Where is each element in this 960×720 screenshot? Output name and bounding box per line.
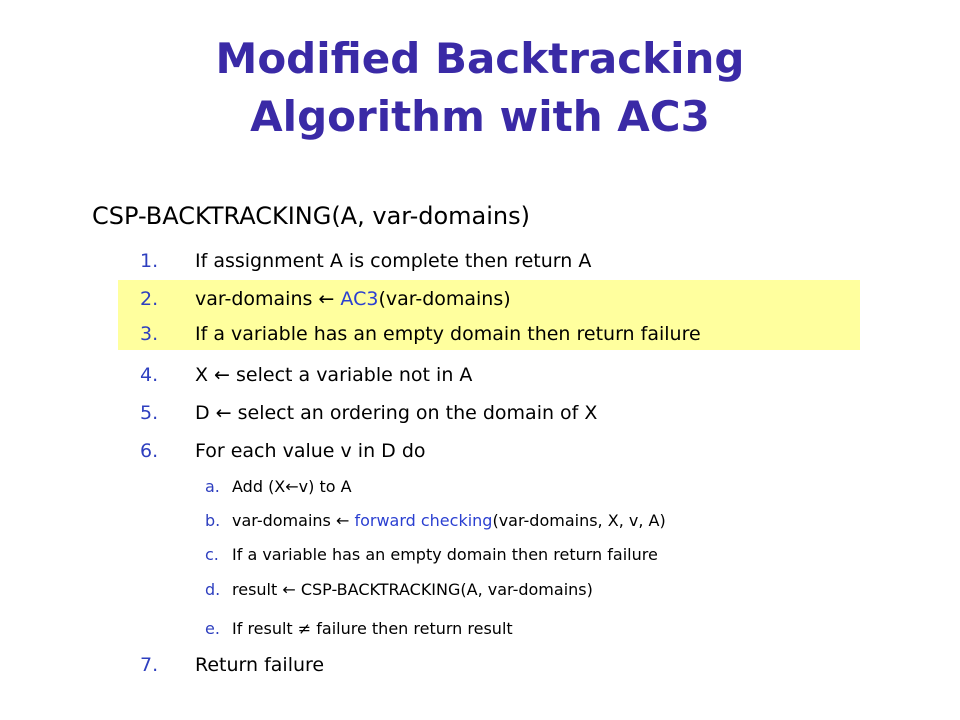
step-text: X ← select a variable not in A xyxy=(195,364,473,386)
step-text: If assignment A is complete then return A xyxy=(195,250,592,272)
step-text: D ← select an ordering on the domain of X xyxy=(195,402,598,424)
step-number: 4. xyxy=(140,364,159,386)
step-text-post: (var-domains) xyxy=(378,288,511,310)
substep-letter: d. xyxy=(205,580,221,599)
substep-text xyxy=(232,510,666,532)
ac3-function-name: AC3 xyxy=(340,288,379,310)
step-number: 1. xyxy=(140,250,159,272)
substep-text: If a variable has an empty domain then return failure xyxy=(232,545,658,564)
step-text xyxy=(195,287,511,311)
substep-text: Add (X←v) to A xyxy=(232,477,352,496)
step-text: If a variable has an empty domain then return failure xyxy=(195,323,701,345)
substep-letter: e. xyxy=(205,619,220,638)
substep-text-post: (var-domains, X, v, A) xyxy=(492,511,666,530)
step-number: 7. xyxy=(140,654,159,676)
forward-checking-function-name: forward checking xyxy=(354,511,493,530)
function-heading: CSP-BACKTRACKING(A, var-domains) xyxy=(92,202,531,230)
step-number: 6. xyxy=(140,440,159,462)
title-line-1: Modified Backtracking xyxy=(215,34,745,83)
substep-text: If result ≠ failure then return result xyxy=(232,619,513,638)
substep-letter: b. xyxy=(205,511,221,530)
step-text: For each value v in D do xyxy=(195,440,426,462)
title-line-2: Algorithm with AC3 xyxy=(250,92,710,141)
step-number: 3. xyxy=(140,323,159,345)
slide-title xyxy=(0,30,960,146)
substep-text: result ← CSP-BACKTRACKING(A, var-domains) xyxy=(232,580,593,599)
substep-letter: a. xyxy=(205,477,220,496)
step-number: 5. xyxy=(140,402,159,424)
substep-text-pre: var-domains ← xyxy=(232,511,355,530)
step-text-pre: var-domains ← xyxy=(195,288,341,310)
substep-letter: c. xyxy=(205,545,219,564)
step-number: 2. xyxy=(140,288,159,310)
step-text: Return failure xyxy=(195,654,325,676)
